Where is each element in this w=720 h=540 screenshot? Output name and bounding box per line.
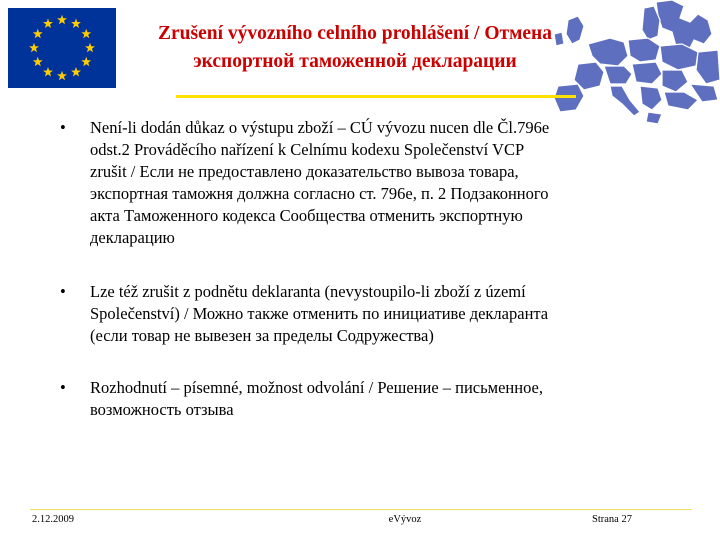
bullet-marker: • [60, 118, 66, 137]
eu-flag-icon [8, 8, 116, 88]
footer-divider [30, 509, 692, 510]
bullet-line: возможность отзыва [90, 400, 234, 419]
bullet-line: Společenství) / Можно также отменить по инициативе декларанта [90, 304, 549, 323]
bullet-line: odst.2 Prováděcího nařízení k Celnímu kodexu Společenství VCP [90, 140, 525, 159]
bullet-item-1 [60, 117, 660, 249]
bullet-item-2 [60, 281, 660, 347]
bullet-marker: • [60, 378, 66, 397]
page-number: Strana 27 [592, 514, 632, 525]
bullet-line: zrušit / Если не предоставлено доказательство вывоза товара, [90, 162, 519, 181]
footer-title: eVývoz [388, 514, 422, 525]
footer-date: 2.12.2009 [32, 514, 74, 525]
bullet-line: декларацию [90, 228, 175, 247]
bullet-item-3 [60, 377, 660, 421]
bullet-line: (если товар не вывезен за пределы Содружества) [90, 326, 434, 345]
title-underline [176, 95, 576, 98]
bullet-marker: • [60, 282, 66, 301]
page-title [120, 20, 590, 76]
bullet-line: акта Таможенного кодекса Сообщества отменить экспортную [90, 206, 523, 225]
bullet-list [60, 117, 660, 421]
bullet-line: Není-li dodán důkaz o výstupu zboží – CÚ vývozu nucen dle Čl.796e [90, 118, 550, 137]
title-line-1: Zrušení vývozního celního prohlášení / Отмена [158, 23, 552, 44]
bullet-line: Rozhodnutí – písemné, možnost odvolání / Решение – письменное, [90, 378, 543, 397]
title-line-2: экспортной таможенной декларации [193, 51, 517, 72]
bullet-line: экспортная таможня должна согласно ст. 796е, п. 2 Подзаконного [90, 184, 549, 203]
bullet-line: Lze též zrušit z podnětu deklaranta (nevystoupilo-li zboží z území [90, 282, 526, 301]
